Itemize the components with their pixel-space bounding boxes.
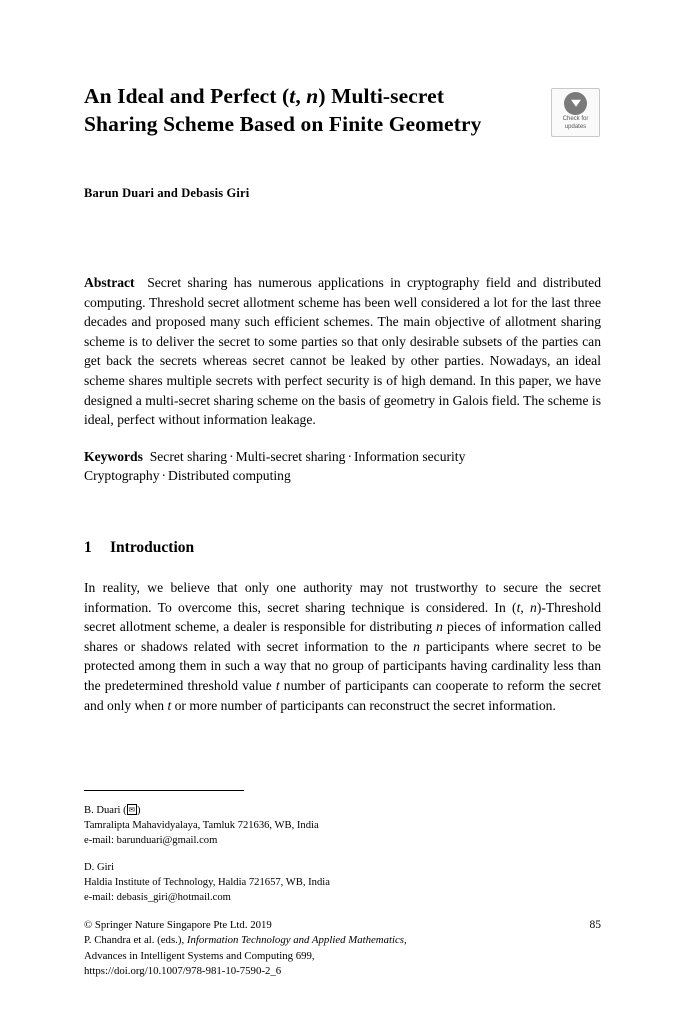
author-list: Barun Duari and Debasis Giri bbox=[84, 186, 250, 200]
par-text: number of participants can cooperate to reform the secret and only when bbox=[84, 677, 602, 713]
copyright-text: © Springer Nature Singapore Pte Ltd. 2019 bbox=[84, 919, 272, 931]
series-volume: Advances in Intelligent Systems and Computing 699, bbox=[84, 949, 315, 962]
footnote-affiliation: Haldia Institute of Technology, Haldia 721657, WB, India bbox=[84, 876, 330, 888]
par-var-n: n bbox=[413, 638, 420, 654]
copyright-line bbox=[84, 918, 601, 933]
par-text: In reality, we believe that only one authority may not trustworthy to secure the secret information. To overcome this, secret sharing technique is considered. In ( bbox=[84, 579, 601, 615]
editors-text: P. Chandra et al. (eds.), bbox=[84, 934, 187, 947]
footnote-email[interactable]: barunduari@gmail.com bbox=[116, 835, 218, 847]
par-var-t: t bbox=[516, 599, 521, 615]
par-var-t: t bbox=[167, 697, 172, 713]
footnote-email[interactable]: debasis_giri@hotmail.com bbox=[116, 892, 231, 904]
footnote-email-label: e-mail: bbox=[84, 892, 117, 904]
par-var-n: n bbox=[436, 619, 443, 635]
author-footnote bbox=[84, 803, 601, 849]
par-text: )-Threshold secret allotment scheme, a dealer is responsible for distributing bbox=[84, 599, 601, 635]
par-var-n: n bbox=[530, 599, 537, 615]
title-part-after: ) Multi-secret Sharing Scheme Based on Finite Geometry bbox=[84, 84, 482, 136]
keyword-separator: · bbox=[347, 448, 353, 464]
book-title: Information Technology and Applied Mathematics bbox=[186, 934, 404, 947]
section-number: 1 bbox=[84, 538, 92, 556]
keywords-block bbox=[84, 447, 601, 486]
section-title: Introduction bbox=[110, 538, 195, 556]
copyright-block bbox=[84, 918, 601, 980]
footnote-email-line bbox=[84, 890, 601, 905]
keyword-item: Secret sharing bbox=[149, 448, 228, 464]
abstract-block bbox=[84, 273, 601, 430]
series-comma: , bbox=[403, 934, 407, 947]
section-heading bbox=[84, 539, 601, 557]
footnote-rule bbox=[84, 790, 244, 791]
title-var-n: n bbox=[306, 84, 319, 108]
footnote-name-text: B. Duari ( bbox=[84, 805, 127, 816]
keyword-separator: · bbox=[161, 468, 167, 484]
keyword-item: Distributed computing bbox=[168, 468, 291, 484]
keywords-label: Keywords bbox=[84, 448, 143, 464]
footnote-email-line bbox=[84, 833, 601, 848]
envelope-icon: ✉ bbox=[128, 804, 135, 814]
keyword-item: Cryptography bbox=[84, 468, 160, 484]
footnote-email-label: e-mail: bbox=[84, 835, 117, 847]
badge-label-line1: Check for bbox=[562, 116, 589, 122]
par-text: pieces of information called shares or shadows related with secret information to the bbox=[84, 619, 601, 654]
footnote-author-name bbox=[84, 803, 601, 818]
keyword-item: Information security bbox=[354, 448, 466, 464]
page-number: 85 bbox=[589, 919, 601, 931]
title-part-before: An Ideal and Perfect ( bbox=[84, 84, 290, 108]
badge-label-line2: updates bbox=[564, 123, 587, 130]
footnote-author-name: D. Giri bbox=[84, 861, 115, 873]
par-text: participants where secret to be protected among them in such a way that no group of participants having cardinality less than the predetermined threshold value bbox=[84, 638, 602, 693]
footnote-block bbox=[84, 790, 601, 916]
article-content bbox=[84, 82, 601, 715]
par-text: or more number of participants can reconstruct the secret information. bbox=[171, 697, 556, 713]
footnote-name-end: ) bbox=[136, 805, 141, 816]
keyword-separator: · bbox=[229, 448, 234, 464]
abstract-text: Secret sharing has numerous applications in cryptography field and distributed computing. Threshold secret allotment scheme has been well considered a lot for the last three decades and proposed many such efficient schemes. The main objective of allotment sharing scheme is to deliver the secret to some parties so that only desirable subsets of the parties can get back the secrets whereas secret cannot be leaked by other parties. Nowadays, an ideal scheme shares multiple secrets with perfect security is of high demand. In this paper, we have designed a multi-secret sharing scheme on the basis of geometry in Galois field. The scheme is ideal, perfect without information leakage. bbox=[84, 275, 602, 428]
par-text: , bbox=[520, 599, 531, 615]
footnote-affiliation: Tamralipta Mahavidyalaya, Tamluk 721636, WB, India bbox=[84, 820, 319, 832]
title-var-t: t bbox=[289, 84, 296, 108]
par-var-t: t bbox=[275, 677, 280, 693]
author-footnote bbox=[84, 860, 601, 906]
keyword-item: Multi-secret sharing bbox=[235, 448, 346, 464]
abstract-label: Abstract bbox=[84, 275, 135, 290]
body-paragraph bbox=[84, 578, 601, 715]
page-title bbox=[84, 82, 514, 138]
title-part-comma: , bbox=[295, 84, 307, 108]
doi-link[interactable]: https://doi.org/10.1007/978-981-10-7590-2_6 bbox=[84, 965, 282, 978]
series-line bbox=[84, 933, 601, 948]
